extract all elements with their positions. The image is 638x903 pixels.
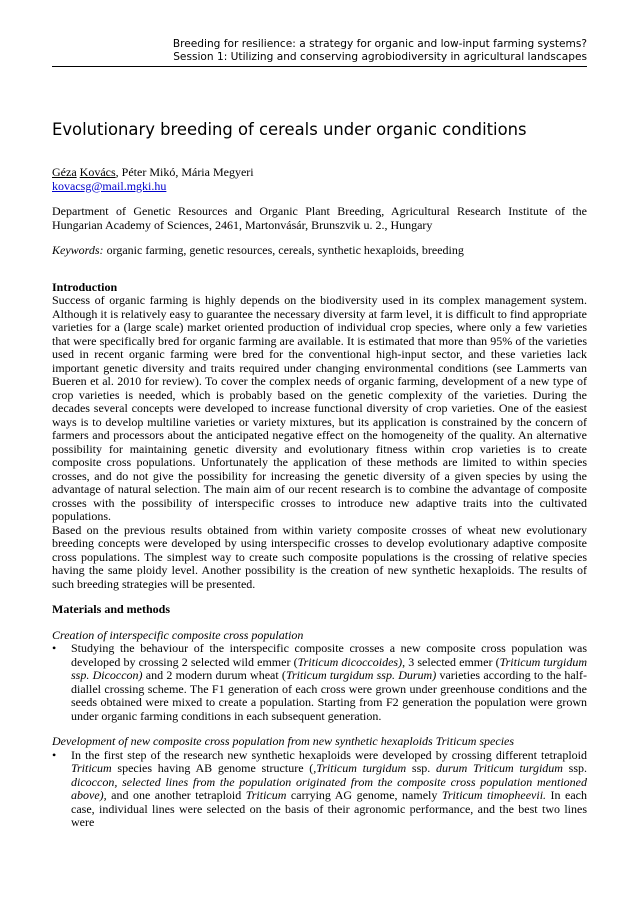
bullet-text: In each case, individual lines were selected on the basis of their agronomic performance, and the best two lines were [71,788,587,829]
species-name: Triticum [71,761,112,775]
bullet-marker: • [52,641,57,655]
introduction-paragraph-1: Success of organic farming is highly depends on the biodiversity used in its complex management system. Although it is relatively easy to guarantee the necessary diversity at farm level, it is difficult to find appropriate varieties for a (large scale) market oriented production of individual crop species, where only a few varieties that were specifically bred for organic farming are available. It is estimated that more than 95% of the varieties used in recent organic farming were bred for the conventional high-input sector, and these varieties lack important genetic diversity and traits required under changing environmental conditions (see Lammerts van Bueren et al. 2010 for review). To cover the complex needs of organic farming, development of a new type of crop varieties is needed, which is probably based on the genetic complexity of the varieties. During the decades several concepts were developed to increase functional diversity of crop varieties. One of the easiest ways is to develop multiline varieties or variety mixtures, but its application is constrained by the concern of farmers and processors about the anticipated negative effect on the homogeneity of the quality. An alternative possibility for maintaining genetic diversity and evolutionary fitness within crop varieties is to create composite cross populations. Unfortunately the application of these methods are limited to within species crosses, and do not give the possibility for increasing the genetic diversity of a given species by using the advantage of natural selection. The main aim of our recent research is to combine the advantage of composite crosses with the possibility of interspecific crosses to introduce new adaptive traits into the cultivated populations. [52,293,587,523]
species-name: Triticum [245,788,287,802]
bullet-text: species having AB genome structure ( [111,761,314,775]
introduction-paragraph-2: Based on the previous results obtained from within variety composite crosses of wheat new evolutionary breeding concepts were developed by using interspecific crosses to develop evolutionary adaptive composite cross populations. The simplest way to create such composite populations is the crossing of relative species having the same ploidy level. Another possibility is the creation of new synthetic hexaploids. The results of such breeding strategies will be presented. [52,522,587,591]
bullet-text: ssp. [406,761,436,775]
species-name: Triticum dicoccoides) [297,654,403,669]
author-last-name: Kovács [79,165,116,179]
species-name: dicoccon, selected lines from the population originated from the composite cross population mentioned above), [71,774,587,802]
species-name: Triticum turgidum ssp. Dicoccon) [71,654,587,682]
species-name: Triticum timopheevii. [441,788,547,802]
paper-body [52,166,587,830]
keywords-text: organic farming, genetic resources, cereals, synthetic hexaploids, breeding [103,243,464,257]
author-first-name: Géza [52,165,77,179]
keywords-label: Keywords: [52,243,104,257]
methods-subheading-1: Creation of interspecific composite cross population [52,627,304,642]
species-name: ,Triticum turgidum [313,761,407,775]
bullet-text: ssp. [562,761,588,775]
bullet-text: and one another tetraploid [106,788,246,802]
methods-heading: Materials and methods [52,602,170,616]
bullet-text: and 2 modern durum wheat ( [142,668,286,682]
author-email-link[interactable]: kovacsg@mail.mgki.hu [52,178,167,193]
header-line-2: Session 1: Utilizing and conserving agrobiodiversity in agricultural landscapes [173,51,587,63]
species-name: Triticum turgidum ssp. Durum) [285,668,437,682]
introduction-heading: Introduction [52,279,118,294]
methods-bullet-1 [52,642,587,723]
methods-subheading-2: Development of new composite cross population from new synthetic hexaploids Triticum species [52,734,515,748]
bullet-text: , 3 selected emmer ( [402,654,500,669]
bullet-marker: • [52,747,57,762]
methods-bullet-2 [52,749,587,830]
bullet-text: carrying AG genome, namely [286,788,442,802]
bullet-text: varieties according to the half-diallel crossing scheme. The F1 generation of each cross were grown under greenhouse conditions and the seeds obtained were mixed to create a population. Starting from F2 generation the population were grown under organic farming conditions in each subsequent generation. [71,668,587,723]
author-line [52,166,587,180]
species-name: durum Triticum turgidum [435,761,563,775]
header-line-1: Breeding for resilience: a strategy for organic and low-input farming systems? [172,38,587,50]
bullet-text: In the first step of the research new synthetic hexaploids were developed by crossing different tetraploid [71,747,587,762]
affiliation: Department of Genetic Resources and Organic Plant Breeding, Agricultural Research Institute of the Hungarian Academy of Sciences, 2461, Martonvásár, Brunszvik u. 2., Hungary [52,204,587,232]
coauthors: , Péter Mikó, Mária Megyeri [115,165,254,179]
running-header [52,38,587,67]
paper-title: Evolutionary breeding of cereals under organic conditions [52,120,527,139]
keywords [52,244,587,258]
bullet-text: Studying the behaviour of the interspecific composite crosses a new composite cross population was developed by crossing 2 selected wild emmer ( [71,641,587,669]
